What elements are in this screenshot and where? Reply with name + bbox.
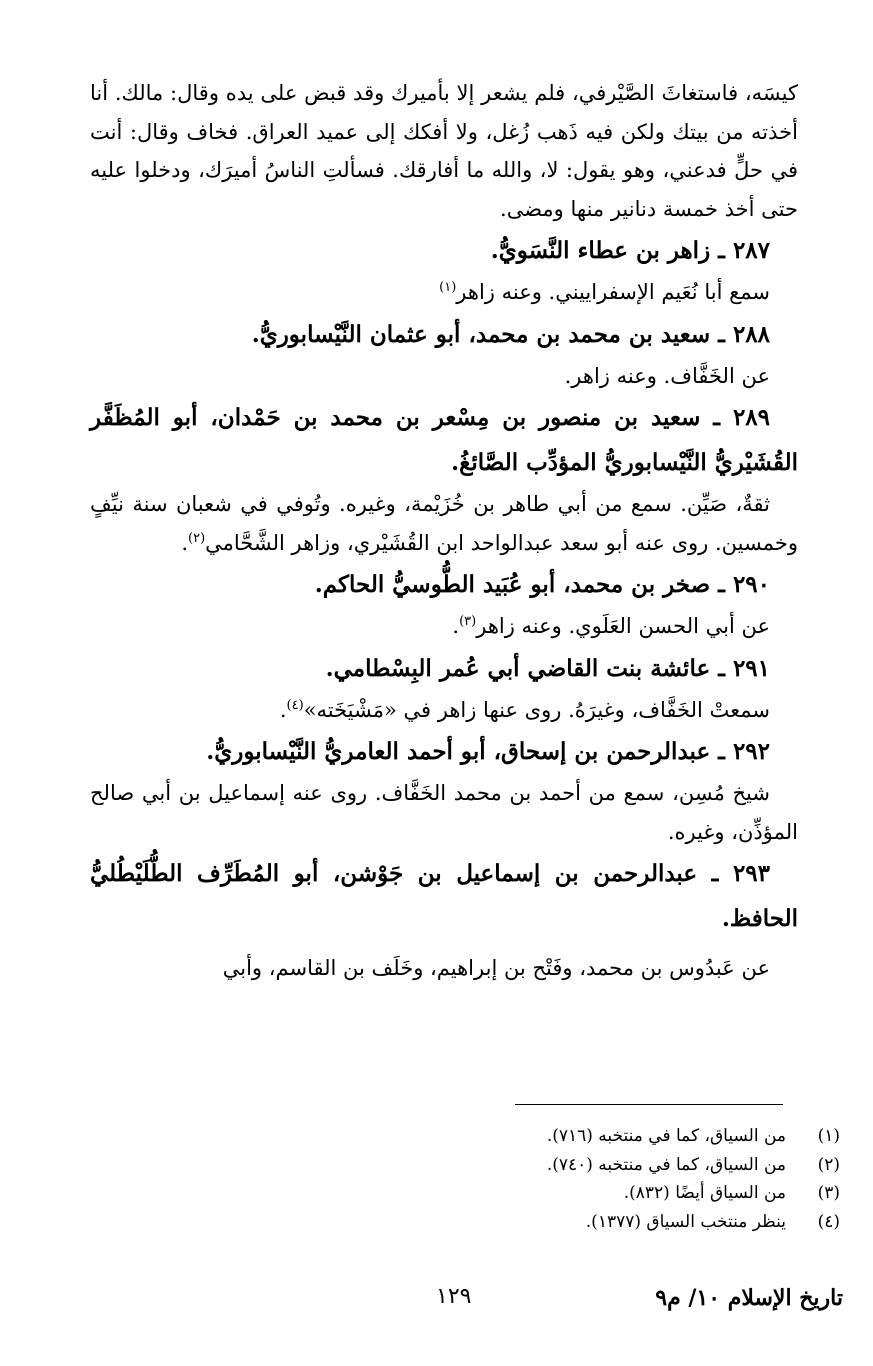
footnote-marker: (٢): [188, 530, 206, 546]
footnote-number: (٣): [817, 1183, 840, 1203]
footnote-3: [90, 1179, 840, 1208]
entry-heading-text: ٢٨٧ ـ زاهر بن عطاء النَّسَويُّ.: [490, 237, 770, 264]
entry-heading-text: ٢٩٢ ـ عبدالرحمن بن إسحاق، أبو أحمد العامريُّ النَّيْسابوريُّ.: [206, 738, 770, 765]
entry-body-text: عن الخَفَّاف. وعنه زاهر.: [564, 363, 770, 388]
entry-body-290: [90, 607, 798, 646]
entry-heading-288: [90, 312, 798, 357]
entry-body-289: [90, 485, 798, 562]
entry-heading-text: ٢٩٣ ـ عبدالرحمن بن إسماعيل بن جَوْشن، أبو المُطَرِّف الطُّلَيْطُليُّ الحافظ.: [90, 860, 798, 932]
entry-body-292: [90, 774, 798, 851]
entry-body-text: ثقةٌ، صَيِّن. سمع من أبي طاهر بن خُزَيْمة، وغيره. وتُوفي في شعبان سنة نيِّفٍ وخمسين. روى عنه أبو سعد عبدالواحد ابن القُشَيْري، وزاهر الشَّحَّامي: [90, 492, 798, 555]
entry-heading-287: [90, 228, 798, 273]
entry-body-293: [90, 949, 798, 988]
entry-heading-text: ٢٩١ ـ عائشة بنت القاضي أبي عُمر البِسْطامي.: [325, 654, 770, 682]
footnote-number: (١): [817, 1126, 840, 1146]
footnote-marker: (٣): [459, 614, 477, 629]
entry-body-text: سمع أبا نُعَيم الإسفراييني. وعنه زاهر: [456, 280, 770, 304]
entry-heading-289: [90, 395, 798, 485]
main-text: [90, 74, 798, 988]
entry-body-text: عن عَبدُوس بن محمد، وفَتْح بن إبراهيم، وخَلَف بن القاسم، وأبي: [222, 956, 770, 980]
footnote-text: من السياق، كما في منتخبه (٧٤٠).: [546, 1154, 786, 1175]
entry-heading-text: ٢٨٩ ـ سعيد بن منصور بن مِسْعر بن محمد بن حَمْدان، أبو المُظَفَّر القُشَيْريُّ النَّيْسابوريُّ المؤدِّب الصَّائغُ.: [90, 404, 798, 476]
running-title: تاريخ الإسلام ١٠/ م٩: [655, 1285, 843, 1311]
footnote-marker: (١): [439, 280, 457, 295]
entry-heading-290: [90, 562, 798, 607]
entry-body-291: [90, 691, 798, 730]
footnote-text: ينظر منتخب السياق (١٣٧٧).: [585, 1211, 786, 1232]
footnote-text: من السياق، كما في منتخبه (٧١٦).: [546, 1126, 786, 1146]
footnote-number: (٤): [817, 1211, 840, 1232]
entry-heading-293: [90, 851, 798, 941]
entry-body-text: عن أبي الحسن العَلَوي. وعنه زاهر: [476, 614, 770, 638]
entry-heading-text: ٢٩٠ ـ صخر بن محمد، أبو عُبَيد الطُّوسيُّ الحاكم.: [314, 571, 770, 598]
footnote-divider: [515, 1104, 783, 1105]
entry-body-tail: .: [279, 697, 287, 722]
footnote-text: من السياق أيضًا (٨٣٢).: [623, 1183, 786, 1203]
footnote-marker: (٤): [286, 697, 304, 713]
footnotes: [90, 1122, 840, 1236]
footnote-number: (٢): [817, 1154, 840, 1175]
footnote-1: [90, 1122, 840, 1151]
paragraph-text: كيسَه، فاستغاثَ الصَّيْرفي، فلم يشعر إلا بأميرك وقد قبض على يده وقال: مالك. أنا أخذته من بيتك ولكن فيه ذَهب زُغل، ولا أفكك إلى عميد العراق. فخاف وقال: أنت في حلٍّ فدعني، وهو يقول: لا، والله ما أفارقك. فسألتِ الناسُ أميرَك، ودخلوا عليه حتى أخذ خمسة دنانير منها ومضى.: [90, 81, 798, 221]
entry-body-288: [90, 357, 798, 396]
footnote-2: [90, 1151, 840, 1180]
footnote-4: [90, 1208, 840, 1237]
entry-body-text: شيخ مُسِن، سمع من أحمد بن محمد الخَفَّاف. روى عنه إسماعيل بن أبي صالح المؤذِّن، وغيره.: [90, 781, 798, 844]
page-number: ١٢٩: [436, 1284, 472, 1309]
entry-body-287: [90, 273, 798, 312]
entry-body-text: سمعتْ الخَفَّاف، وغيرَهُ. روى عنها زاهر في «مَشْيَخَته»: [303, 697, 770, 722]
entry-body-tail: .: [452, 614, 460, 638]
paragraph-continuation: [90, 74, 798, 228]
entry-heading-292: [90, 729, 798, 774]
entry-heading-text: ٢٨٨ ـ سعيد بن محمد بن محمد، أبو عثمان النَّيْسابوريُّ.: [251, 320, 770, 348]
entry-body-tail: .: [181, 530, 188, 555]
entry-heading-291: [90, 646, 798, 691]
